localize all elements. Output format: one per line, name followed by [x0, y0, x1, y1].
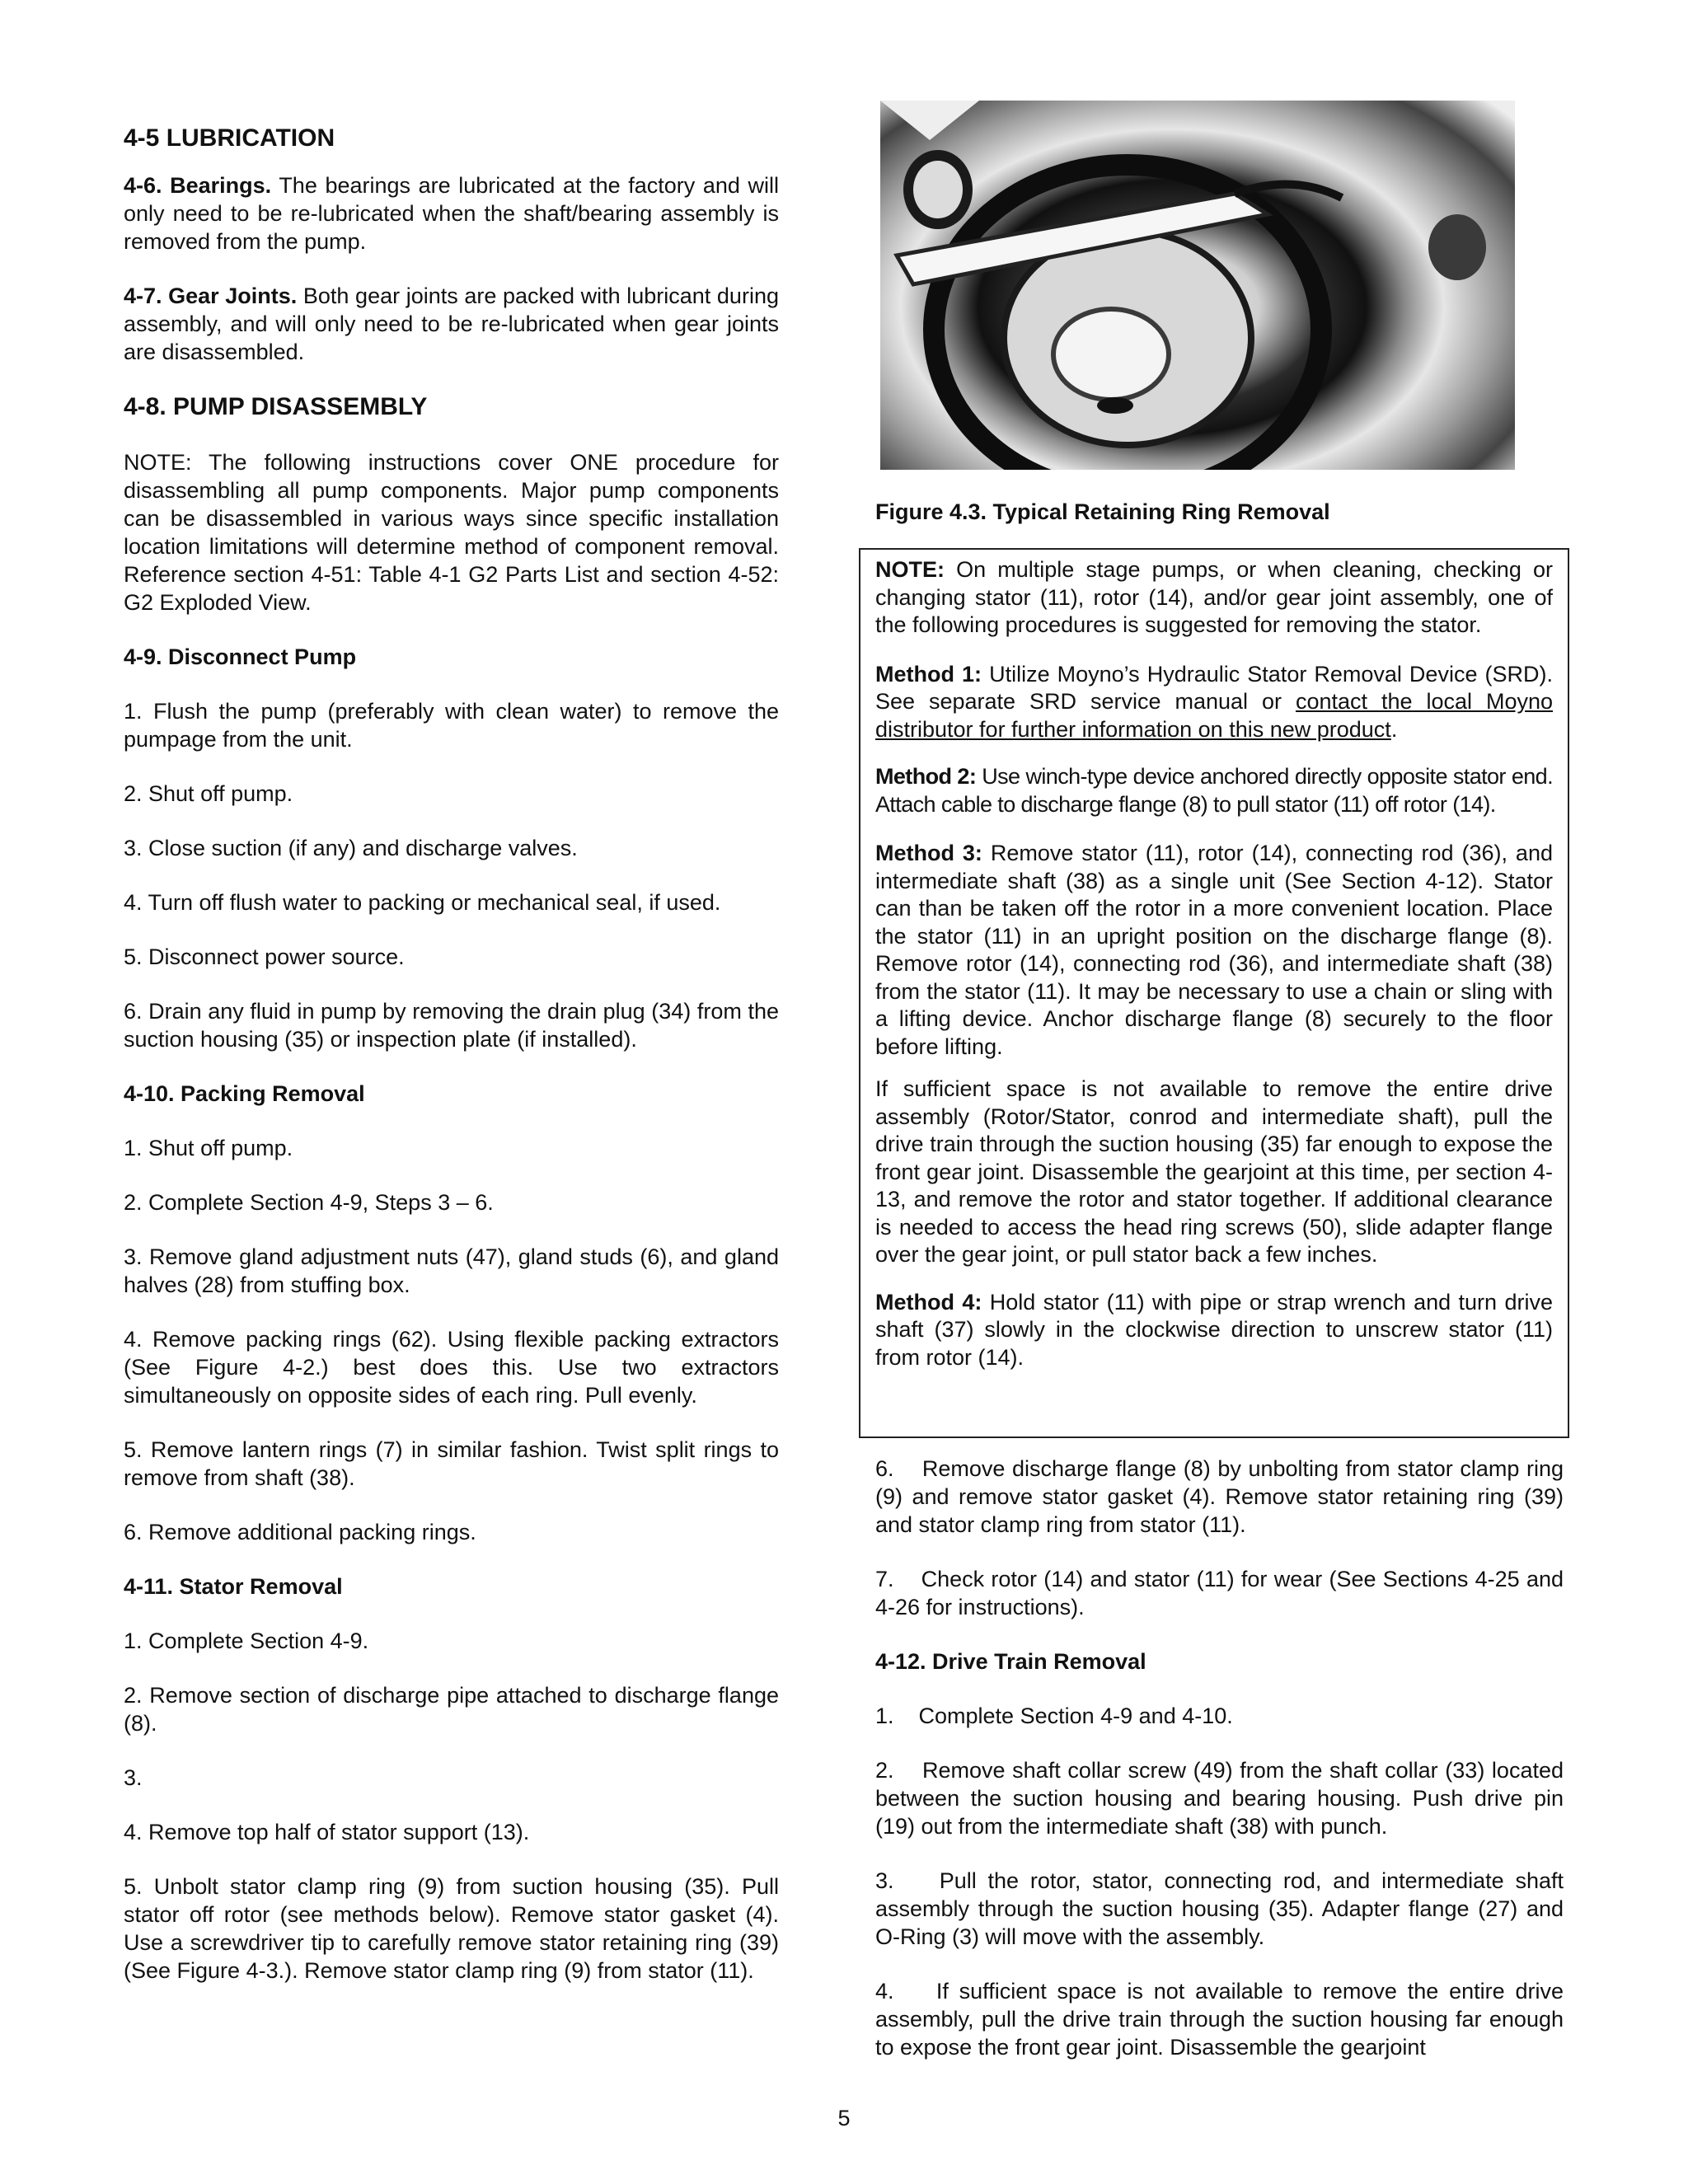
- stator-step: 2. Remove section of discharge pipe attached to discharge flange (8).: [124, 1683, 779, 1736]
- photo-illustration: [880, 82, 1515, 470]
- gear-joints-title: 4-7. Gear Joints.: [124, 284, 298, 308]
- disconnect-step: 3. Close suction (if any) and discharge valves.: [124, 836, 578, 860]
- drive-train-step: 4. If sufficient space is not available to remove the entire drive assembly, pull the drive train through the suction housing far enough to expose the front gear joint. Disassemble the gearjoint: [875, 1979, 1570, 2060]
- figure-caption: Figure 4.3. Typical Retaining Ring Removal: [875, 499, 1330, 524]
- method-1-text: Utilize Moyno’s Hydraulic Stator Removal Device (SRD). See separate SRD service manual or: [875, 661, 1553, 714]
- method-2-label: Method 2:: [875, 764, 977, 789]
- packing-step: 4. Remove packing rings (62). Using flexible packing extractors (See Figure 4-2.) best does this. Use two extractors simultaneously on opposite sides of each ring. Pull evenly.: [124, 1327, 779, 1408]
- packing-step: 3. Remove gland adjustment nuts (47), gland studs (6), and gland halves (28) from stuffing box.: [124, 1244, 779, 1297]
- stator-step: 5. Unbolt stator clamp ring (9) from suction housing (35). Pull stator off rotor (see methods below). Remove stator gasket (4). Use a screwdriver tip to carefully remove stator retaining ring (39) (See Figure 4-3.). Remove stator clamp ring (9) from stator (11).: [124, 1874, 779, 1983]
- drive-train-step: 2. Remove shaft collar screw (49) from the shaft collar (33) located between the suction housing and bearing housing. Push drive pin (19) out from the intermediate shaft (38) with punch.: [875, 1758, 1570, 1839]
- method-3-label: Method 3:: [875, 841, 982, 865]
- method-1-end: .: [1390, 716, 1398, 742]
- bearings-title: 4-6. Bearings.: [124, 173, 272, 198]
- method-3-text: Remove stator (11), rotor (14), connecting rod (36), and intermediate shaft (38) as a single unit (See Section 4-12). Stator can than be taken off the rotor in a more convenient location. Place the stator (11) in an upright position on the discharge flange (8). Remove rotor (14), connecting rod (36), and intermediate shaft (38) from the stator (11). It may be necessary to use a chain or sling with a lifting device. Anchor discharge flange (8) securely to the floor before lifting.: [875, 841, 1553, 1059]
- packing-step: 1. Shut off pump.: [124, 1136, 293, 1160]
- bearings-text: The bearings are lubricated at the factory and will only need to be re-lubricated when the shaft/bearing assembly is removed from the pump.: [124, 173, 779, 254]
- left-column: [124, 124, 779, 1985]
- disassembly-heading: 4-8. PUMP DISASSEMBLY: [124, 393, 428, 420]
- method-1-label: Method 1:: [875, 661, 982, 687]
- stator-step-6: 6. Remove discharge flange (8) by unbolting from stator clamp ring (9) and remove stator gasket (4). Remove stator retaining ring (39) and stator clamp ring from stator (11).: [875, 1456, 1570, 1537]
- stator-step-7: 7. Check rotor (14) and stator (11) for wear (See Sections 4-25 and 4-26 for instructions).: [875, 1567, 1570, 1619]
- bearings-paragraph: [124, 171, 779, 255]
- stator-heading: 4-11. Stator Removal: [124, 1574, 343, 1599]
- right-column-lower: [875, 1455, 1570, 2061]
- disconnect-step: 4. Turn off flush water to packing or mechanical seal, if used.: [124, 890, 721, 915]
- note-label: NOTE:: [875, 557, 945, 582]
- stator-step: 1. Complete Section 4-9.: [124, 1629, 369, 1653]
- gear-joints-text: Both gear joints are packed with lubricant during assembly, and will only need to be re-lubricated when gear joints are disassembled.: [124, 284, 779, 364]
- packing-heading: 4-10. Packing Removal: [124, 1081, 365, 1106]
- lubrication-heading: 4-5 LUBRICATION: [124, 124, 335, 152]
- stator-step: 4. Remove top half of stator support (13).: [124, 1820, 530, 1844]
- disconnect-step: 6. Drain any fluid in pump by removing the drain plug (34) from the suction housing (35) or inspection plate (if installed).: [124, 999, 779, 1052]
- method-2-paragraph: [875, 763, 1553, 818]
- drive-train-heading: 4-12. Drive Train Removal: [875, 1649, 1146, 1674]
- method-1-link[interactable]: contact the local Moyno distributor for further information on this new product: [875, 689, 1553, 742]
- disconnect-step: 2. Shut off pump.: [124, 781, 293, 806]
- note-text: On multiple stage pumps, or when cleaning, checking or changing stator (11), rotor (14), and/or gear joint assembly, one of the following procedures is suggested for removing the stator.: [875, 557, 1553, 637]
- method-4-label: Method 4:: [875, 1289, 982, 1315]
- packing-step: 6. Remove additional packing rings.: [124, 1520, 476, 1544]
- note-paragraph: [875, 556, 1553, 640]
- method-3-paragraph: [875, 840, 1553, 1061]
- disassembly-note: NOTE: The following instructions cover ONE procedure for disassembling all pump components. Major pump components can be disassembled in various ways since specific installation location limitations will determine method of component removal. Reference section 4-51: Table 4-1 G2 Parts List and section 4-52: G2 Exploded View.: [124, 450, 779, 615]
- retaining-ring-photo: [880, 82, 1515, 470]
- method-1-paragraph: [875, 661, 1553, 744]
- drive-train-step: 1. Complete Section 4-9 and 4-10.: [875, 1704, 1233, 1728]
- method-4-text: Hold stator (11) with pipe or strap wrench and turn drive shaft (37) slowly in the clockwise direction to unscrew stator (11) from rotor (14).: [875, 1289, 1553, 1370]
- gear-joints-paragraph: [124, 282, 779, 366]
- disconnect-heading: 4-9. Disconnect Pump: [124, 644, 357, 669]
- method-4-paragraph: [875, 1289, 1553, 1372]
- drive-train-step: 3. Pull the rotor, stator, connecting rod, and intermediate shaft assembly through the suction housing (35). Adapter flange (27) and O-Ring (3) will move with the assembly.: [875, 1868, 1570, 1949]
- method-3-extra: If sufficient space is not available to remove the entire drive assembly (Rotor/Stator, conrod and intermediate shaft), pull the drive train through the suction housing (35) far enough to expose the front gear joint. Disassemble the gearjoint at this time, per section 4-13, and remove the rotor and stator together. If additional clearance is needed to access the head ring screws (50), slide adapter flange over the gear joint, or pull stator back a few inches.: [875, 1076, 1553, 1267]
- page-number: 5: [837, 2106, 851, 2130]
- note-box: [859, 548, 1569, 1438]
- disconnect-step: 5. Disconnect power source.: [124, 944, 405, 969]
- method-2-text: Use winch-type device anchored directly opposite stator end. Attach cable to discharge flange (8) to pull stator (11) off rotor (14).: [875, 764, 1553, 817]
- packing-step: 2. Complete Section 4-9, Steps 3 – 6.: [124, 1190, 494, 1215]
- stator-step: 3.: [124, 1765, 143, 1790]
- disconnect-step: 1. Flush the pump (preferably with clean water) to remove the pumpage from the unit.: [124, 699, 779, 752]
- packing-step: 5. Remove lantern rings (7) in similar fashion. Twist split rings to remove from shaft (38).: [124, 1437, 779, 1490]
